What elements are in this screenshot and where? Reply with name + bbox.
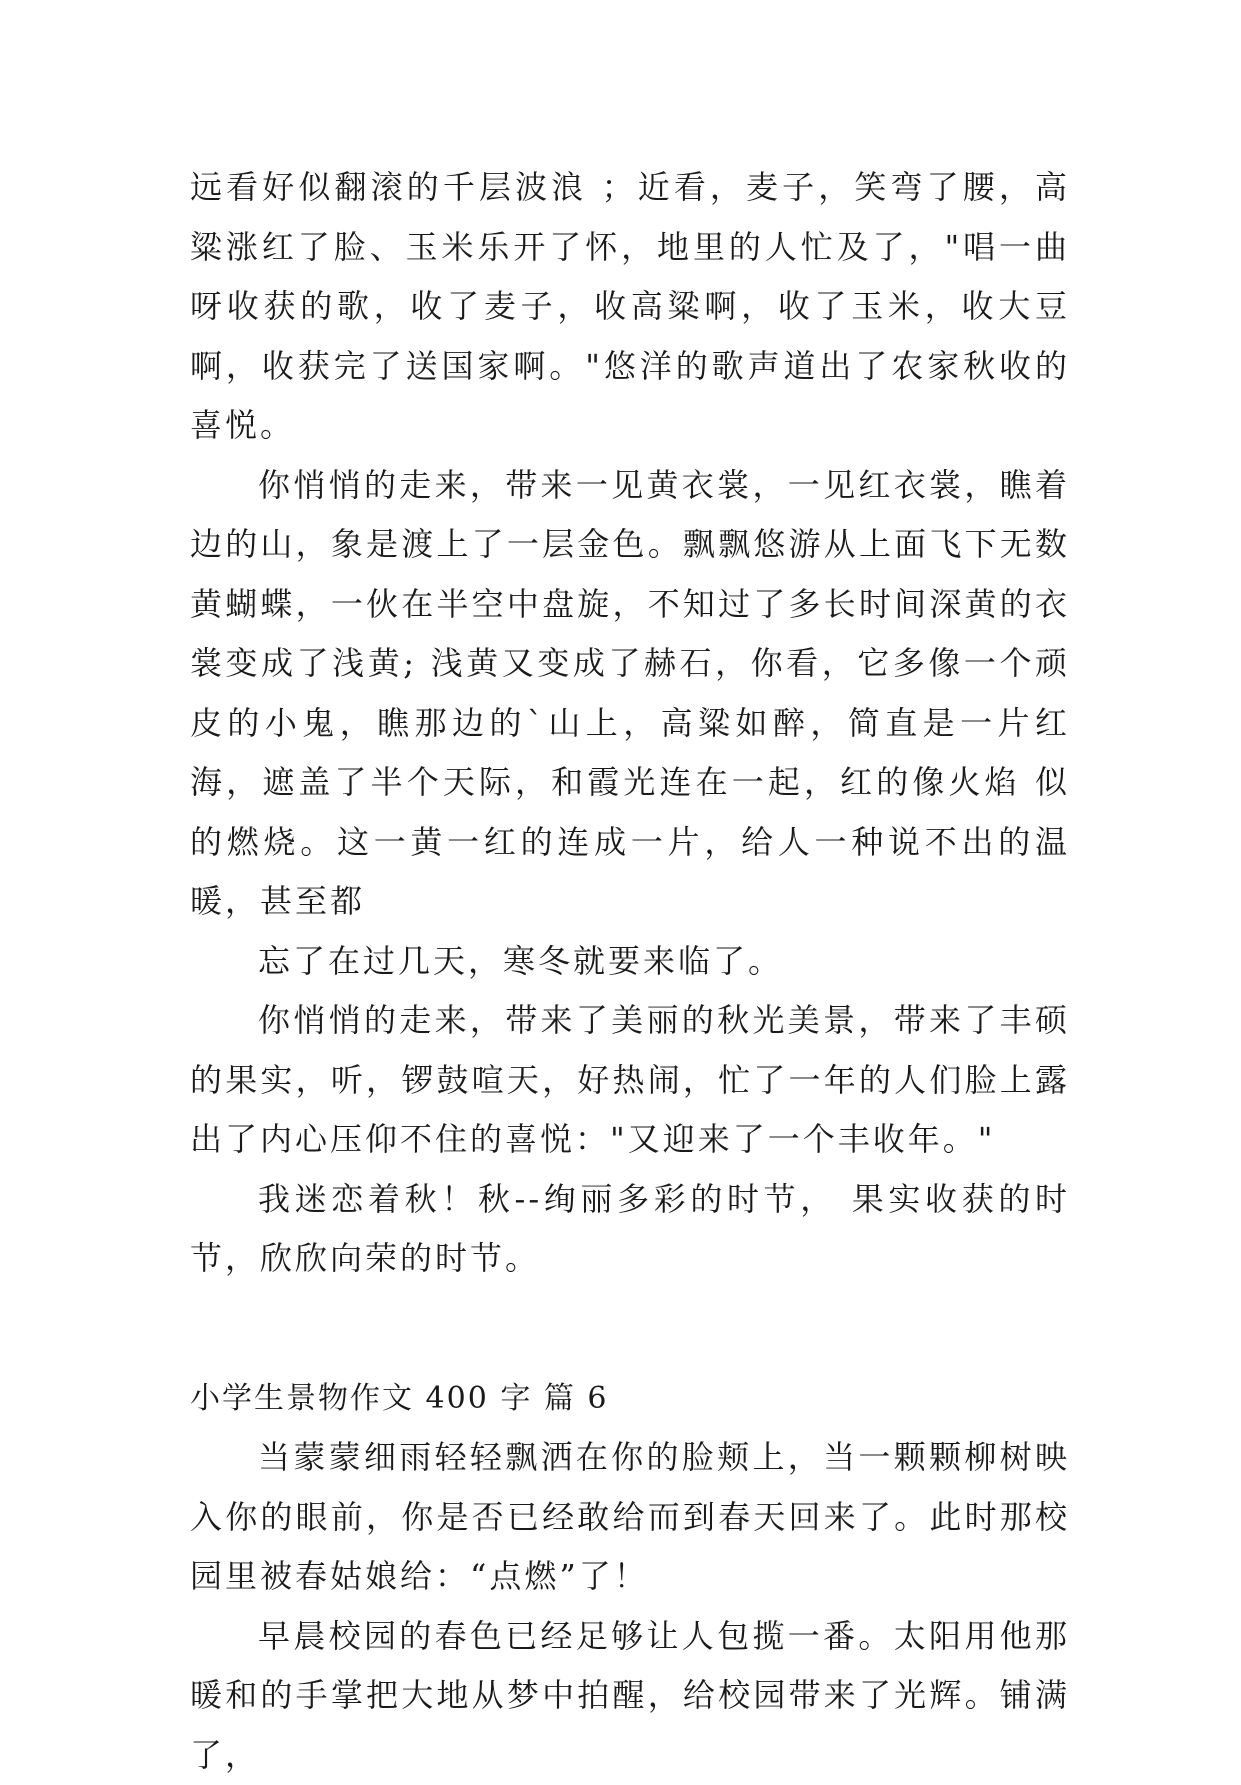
paragraph-harvest-scene: 远看好似翻滚的千层波浪 ；近看，麦子，笑弯了腰，高粱涨红了脸、玉米乐开了怀，地里的人忙及了，"唱一曲呀收获的歌，收了麦子，收高粱啊，收了玉米，收大豆啊，收获完了送国家啊。"悠洋的歌声道出了农家秋收的喜悦。 [190,158,1070,456]
paragraph-autumn-colors: 你悄悄的走来，带来一见黄衣裳，一见红衣裳，瞧着边的山，象是渡上了一层金色。飘飘悠游从上面飞下无数黄蝴蝶，一伙在半空中盘旋，不知过了多长时间深黄的衣裳变成了浅黄; 浅黄又变成了赫石，你看，它多像一个顽皮的小鬼，瞧那边的`山上，高粱如醉，简直是一片红海，遮盖了半个天际，和霞光连在一起，红的像火焰 似的燃烧。这一黄一红的连成一片，给人一种说不出的温暖，甚至都 [190,456,1070,932]
section-title: 小学生景物作文 400 字 篇 6 [190,1369,1070,1429]
paragraph-morning-campus: 早晨校园的春色已经足够让人包揽一番。太阳用他那暖和的手掌把大地从梦中拍醒，给校园带来了光辉。铺满了， [190,1607,1070,1785]
paragraph-love-autumn: 我迷恋着秋！秋--绚丽多彩的时节， 果实收获的时节，欣欣向荣的时节。 [190,1170,1070,1289]
paragraph-spring-rain: 当蒙蒙细雨轻轻飘洒在你的脸颊上，当一颗颗柳树映入你的眼前，你是否已经敢给而到春天回来了。此时那校园里被春姑娘给：“点燃”了！ [190,1428,1070,1607]
document-body [190,158,1070,1785]
paragraph-winter-coming: 忘了在过几天，寒冬就要来临了。 [190,932,1070,992]
paragraph-harvest-joy: 你悄悄的走来，带来了美丽的秋光美景，带来了丰硕的果实，听，锣鼓喧天，好热闹，忙了一年的人们脸上露出了内心压仰不住的喜悦："又迎来了一个丰收年。" [190,991,1070,1170]
